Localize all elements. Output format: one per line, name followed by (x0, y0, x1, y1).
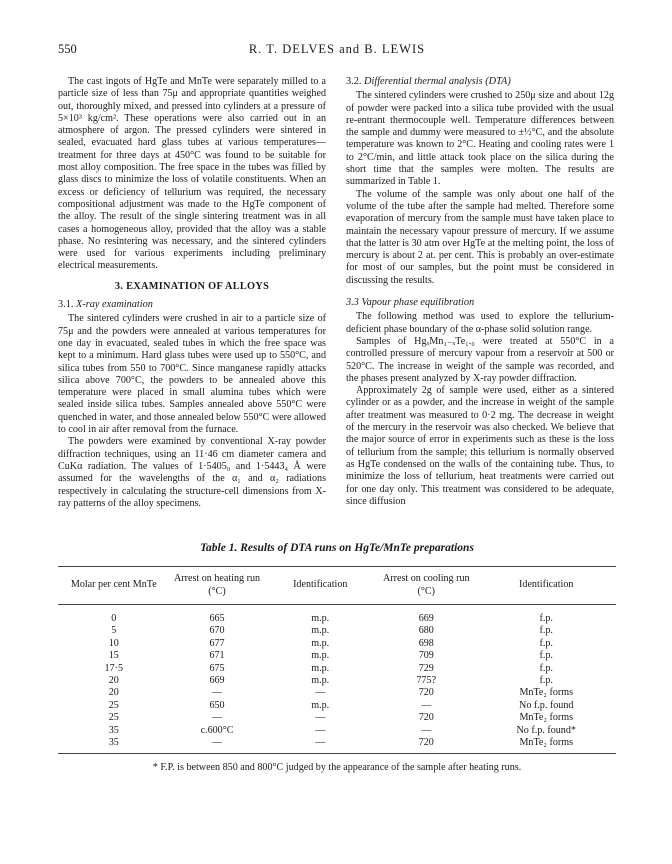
table-cell: 5 (111, 625, 117, 637)
table-cell: No f.p. found (519, 699, 574, 711)
table-cell: No f.p. found* (516, 724, 576, 736)
subsection-number: 3.2. (346, 76, 362, 87)
table-cell: 670 (209, 625, 225, 637)
right-column (346, 76, 614, 508)
table-cell: 720 (376, 737, 476, 754)
table-cell: m.p. (311, 675, 330, 687)
table-cell: f.p. (539, 637, 553, 649)
table-cell: f.p. (539, 675, 553, 687)
table-row (58, 605, 616, 626)
table-cell: 17·5 (104, 662, 124, 674)
table-cell: f.p. (539, 650, 553, 662)
left-column (58, 76, 326, 510)
paragraph-dta-method: The sintered cylinders were crushed to 250μ size and about 12g of powder were packed into a silica tube provided with the usual re-entrant thermocouple well. Temperature differences between the sample and dummy were measured to ±½°C, and the absolute temperature was known to 2°C. Heating and cooling rates were 1 to 2°C/min, and little attack took place on the silica during the short time that the samples were molten. The results are summarized in Table 1. (346, 90, 614, 188)
table-cell: — (421, 699, 432, 711)
table-cell: 669 (418, 613, 434, 624)
table-row (58, 663, 616, 675)
table-row (58, 700, 616, 712)
table-cell: m.p. (311, 613, 330, 624)
table-cell: 25 (108, 712, 119, 724)
table-cell: 15 (108, 650, 119, 662)
table-cell: m.p. (311, 625, 330, 637)
table-cell: 35 (58, 737, 170, 754)
table-cell: — (211, 687, 223, 699)
column-header: Arrest on heating run (°C) (170, 567, 265, 605)
table-cell: — (315, 712, 326, 724)
paragraph-xray-diffraction: The powders were examined by conventional X-ray powder diffraction techniques, using an 11·46 cm diameter camera and CuKα radiation. The values of 1·5405₀ and 1·5443₄ Å were assumed for the wavelengths of the α₁ and α₂ radiations respectively in calculating the structure-cell dimensions from X-ray patterns of the alloy specimens. (58, 436, 326, 509)
paragraph-sintering: The cast ingots of HgTe and MnTe were separately milled to a particle size of less than 75μ and appropriate quantities weighed out, thoroughly mixed, and pressed into cylinders at a pressure of 5×10³ kg/cm². These operations were also carried out in an atmosphere of argon. The pressed cylinders were sintered in sealed, evacuated hard glass tubes at various temperatures—treatment for three days at 450°C was found to be suitable for most alloy composition. The free space in the tubes was filled by glass discs to minimize the loss of volatile constituents. When an excess or deficiency of tellurium was required, the necessary compositional adjustment was made to the HgTe component of the alloy. The result of the single sintering treatment was in all cases a homogeneous alloy, provided that the alloy was a stable phase. No resintering was necessary, and the sintered cylinders were used for various experiments including preliminary electrical measurements. (58, 76, 326, 272)
table-cell: — (421, 724, 432, 736)
table-cell: 775? (416, 675, 437, 687)
table-cell: — (315, 687, 326, 699)
table-row (58, 725, 616, 737)
table-cell: 680 (418, 625, 434, 637)
table-cell: 20 (108, 687, 119, 699)
table-cell: 25 (108, 699, 119, 711)
table-cell: 698 (418, 637, 434, 649)
table-cell: MnTe₂ forms (476, 737, 616, 754)
table-cell: m.p. (311, 699, 330, 711)
table-cell: 20 (108, 675, 119, 687)
table-body (58, 605, 616, 754)
paragraph-vapour-method: The following method was used to explore the tellurium-deficient phase boundary of the α-phase solid solution range. (346, 311, 614, 335)
column-header: Identification (476, 567, 616, 605)
table-label: Table 1. (200, 542, 238, 554)
table-cell: — (170, 737, 265, 754)
page-number: 550 (58, 42, 77, 56)
table-cell: 729 (418, 662, 434, 674)
table-cell: MnTe₂ forms (519, 687, 574, 699)
subsection-title: X-ray examination (76, 299, 153, 311)
subsection-heading-3-1 (58, 299, 326, 311)
subsection-heading-3-3 (346, 297, 614, 309)
column-header: Identification (264, 567, 376, 605)
table-row (58, 737, 616, 754)
table-cell: 650 (209, 699, 225, 711)
table-cell: f.p. (539, 662, 553, 674)
table-cell: m.p. (311, 650, 330, 662)
column-header: Molar per cent MnTe (58, 567, 170, 605)
table-cell: 35 (108, 724, 119, 736)
table-title (58, 542, 616, 554)
table-cell: 677 (209, 637, 225, 649)
paragraph-xray-annealing: The sintered cylinders were crushed in air to a particle size of 75μ and the powders were annealed at various temperatures for one day in evacuated, sealed tubes in which the free space was kept to a minimum. Hard glass tubes were used up to 550°C, and silica tubes from 550 to 700°C. Since manganese rapidly attacks silica above 700°C, the powders to be annealed above this temperature were placed in small alumina tubes which were sealed inside silica tubes. Samples annealed above 550°C were quenched in water, and those annealed below 550°C were allowed to cool in air after removal from the furnace. (58, 313, 326, 436)
subsection-heading-3-2 (346, 76, 614, 88)
table-cell: 669 (209, 675, 225, 687)
results-table-block (58, 542, 616, 773)
section-heading: 3. EXAMINATION OF ALLOYS (114, 280, 270, 292)
table-cell: c.600°C (200, 724, 234, 736)
table-cell: MnTe₂ forms (519, 712, 574, 724)
table-cell: 675 (209, 662, 225, 674)
table-cell: — (315, 724, 326, 736)
page-header (58, 42, 616, 60)
table-row (58, 687, 616, 699)
table-cell: f.p. (539, 613, 553, 624)
table-row (58, 650, 616, 662)
table-footnote: * F.P. is between 850 and 800°C judged by the appearance of the sample after heating runs. (152, 762, 522, 774)
subsection-number: 3.3 (346, 297, 359, 309)
subsection-title: Differential thermal analysis (DTA) (364, 76, 511, 87)
table-cell: 0 (111, 613, 117, 624)
table-cell: m.p. (311, 637, 330, 649)
table-cell: — (264, 737, 376, 754)
subsection-number: 3.1. (58, 299, 74, 311)
table-cell: f.p. (539, 625, 553, 637)
running-head: R. T. DELVES and B. LEWIS (248, 42, 426, 56)
table-cell: 671 (209, 650, 225, 662)
table-cell: — (211, 712, 223, 724)
subsection-title: Vapour phase equilibration (361, 297, 475, 309)
table-row (58, 675, 616, 687)
paragraph-vapour-error: Approximately 2g of sample were used, either as a sintered cylinder or as a powder, and the increase in weight of the sample after treatment was measured to 0·2 mg. The decrease in weight of the mercury in the reservoir was also checked. We believe that the major source of error in experiments such as these is the loss of tellurium from the sample; this tellurium is normally observed as HgTe condensed on the walls of the containing tube. Thus, to minimize the loss of tellurium, heat treatments were carried out for one day only. This treatment was considered to be adequate, since diffusion (346, 385, 614, 507)
table-row (58, 625, 616, 637)
table-cell: m.p. (311, 662, 330, 674)
table-cell: 665 (209, 613, 225, 624)
table-cell: 709 (418, 650, 434, 662)
column-header: Arrest on cooling run (°C) (376, 567, 476, 605)
table-header-row (58, 567, 616, 605)
paragraph-vapour-samples: Samples of HgₓMn₁₋ₓTe₁.₀ were treated at 550°C in a controlled pressure of mercury vapour from a reservoir at 500 or 520°C. The increase in weight of the sample was recorded, and the phases present analyzed by X-ray powder diffraction. (346, 335, 614, 384)
table-caption: Results of DTA runs on HgTe/MnTe preparations (240, 542, 474, 554)
table-cell: 720 (418, 687, 434, 699)
table-row (58, 638, 616, 650)
dta-results-table (58, 566, 616, 754)
table-row (58, 712, 616, 724)
paragraph-dta-volume: The volume of the sample was only about one half of the volume of the tube after the sample had melted. Therefore some evaporation of mercury from the sample must have taken place to maintain the necessary vapour pressure of mercury. If we assume that the latter is 30 atm over HgTe at the melting point, the loss of mercury is about 2 at. per cent. This is probably an over-estimate for most of our samples, but the point must be considered in discussing the results. (346, 188, 614, 286)
table-cell: 10 (108, 637, 119, 649)
table-cell: 720 (418, 712, 434, 724)
